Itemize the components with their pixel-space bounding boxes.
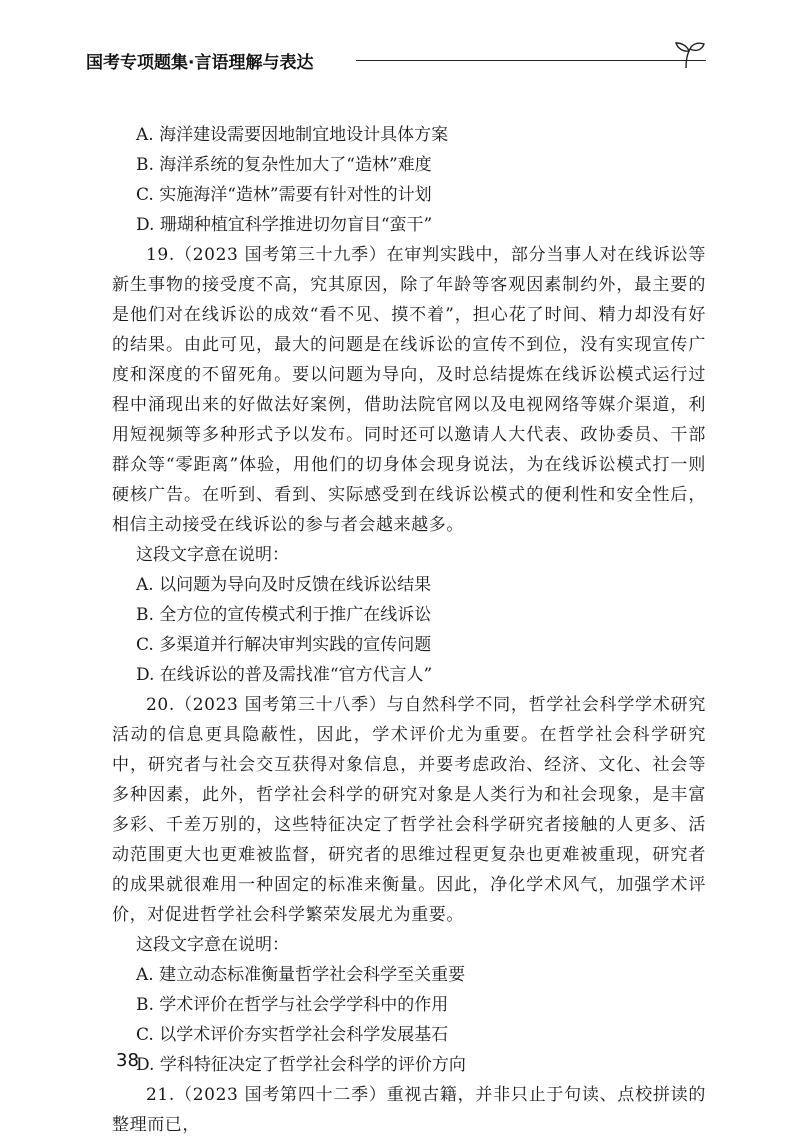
q19-option-b: B. 全方位的宣传模式利于推广在线诉讼 [136,605,432,625]
q21-stem: 21.（2023 国考第四十二季）重视古籍，并非只止于句读、点校拼读的整理而已， [112,1085,706,1135]
header-rule [356,60,706,61]
q19-prompt: 这段文字意在说明： [136,545,289,565]
q18-option-c: C. 实施海洋“造林”需要有针对性的计划 [136,185,432,205]
q20-option-c: C. 以学术评价夯实哲学社会科学发展基石 [136,1025,449,1045]
q20-prompt: 这段文字意在说明： [136,935,289,955]
q20-option-a: A. 建立动态标准衡量哲学社会科学至关重要 [136,965,466,985]
q19-option-d: D. 在线诉讼的普及需找准“官方代言人” [136,665,433,685]
q18-option-d: D. 珊瑚种植宜科学推进切勿盲目“蛮干” [136,215,433,235]
running-header [84,40,724,80]
q19-option-c: C. 多渠道并行解决审判实践的宣传问题 [136,635,432,655]
q19-option-a: A. 以问题为导向及时反馈在线诉讼结果 [136,575,432,595]
header-title: 国考专项题集·言语理解与表达 [86,53,314,73]
q20-stem: 20.（2023 国考第三十八季）与自然科学不同，哲学社会科学学术研究活动的信息更具隐蔽性，因此，学术评价尤为重要。在哲学社会科学研究中，研究者与社会交互获得对象信息，并要考虑政治、经济、文化、社会等多种因素，此外，哲学社会科学的研究对象是人类行为和社会现象，是丰富多彩、千差万别的，这些特征决定了哲学社会科学研究者接触的人更多、活动范围更大也更难被监督，研究者的思维过程更复杂也更难被重现，研究者的成果就很难用一种固定的标准来衡量。因此，净化学术风气，加强学术评价，对促进哲学社会科学繁荣发展尤为重要。 [112,695,706,925]
sprout-icon [672,40,708,70]
page-content [112,120,706,1140]
q18-option-b: B. 海洋系统的复杂性加大了“造林”难度 [136,155,432,175]
q18-option-a: A. 海洋建设需要因地制宜地设计具体方案 [136,125,449,145]
q20-option-b: B. 学术评价在哲学与社会学学科中的作用 [136,995,449,1015]
page-number: 38 [116,1050,139,1071]
q20-option-d: D. 学科特征决定了哲学社会科学的评价方向 [136,1055,466,1075]
q19-stem: 19.（2023 国考第三十九季）在审判实践中，部分当事人对在线诉讼等新生事物的接受度不高，究其原因，除了年龄等客观因素制约外，最主要的是他们对在线诉讼的成效“看不见、摸不着”，担心花了时间、精力却没有好的结果。由此可见，最大的问题是在线诉讼的宣传不到位，没有实现宣传广度和深度的不留死角。要以问题为导向，及时总结提炼在线诉讼模式运行过程中涌现出来的好做法好案例，借助法院官网以及电视网络等媒介渠道，利用短视频等多种形式予以发布。同时还可以邀请人大代表、政协委员、干部群众等“零距离”体验，用他们的切身体会现身说法，为在线诉讼模式打一则硬核广告。在听到、看到、实际感受到在线诉讼模式的便利性和安全性后，相信主动接受在线诉讼的参与者会越来越多。 [112,245,706,535]
